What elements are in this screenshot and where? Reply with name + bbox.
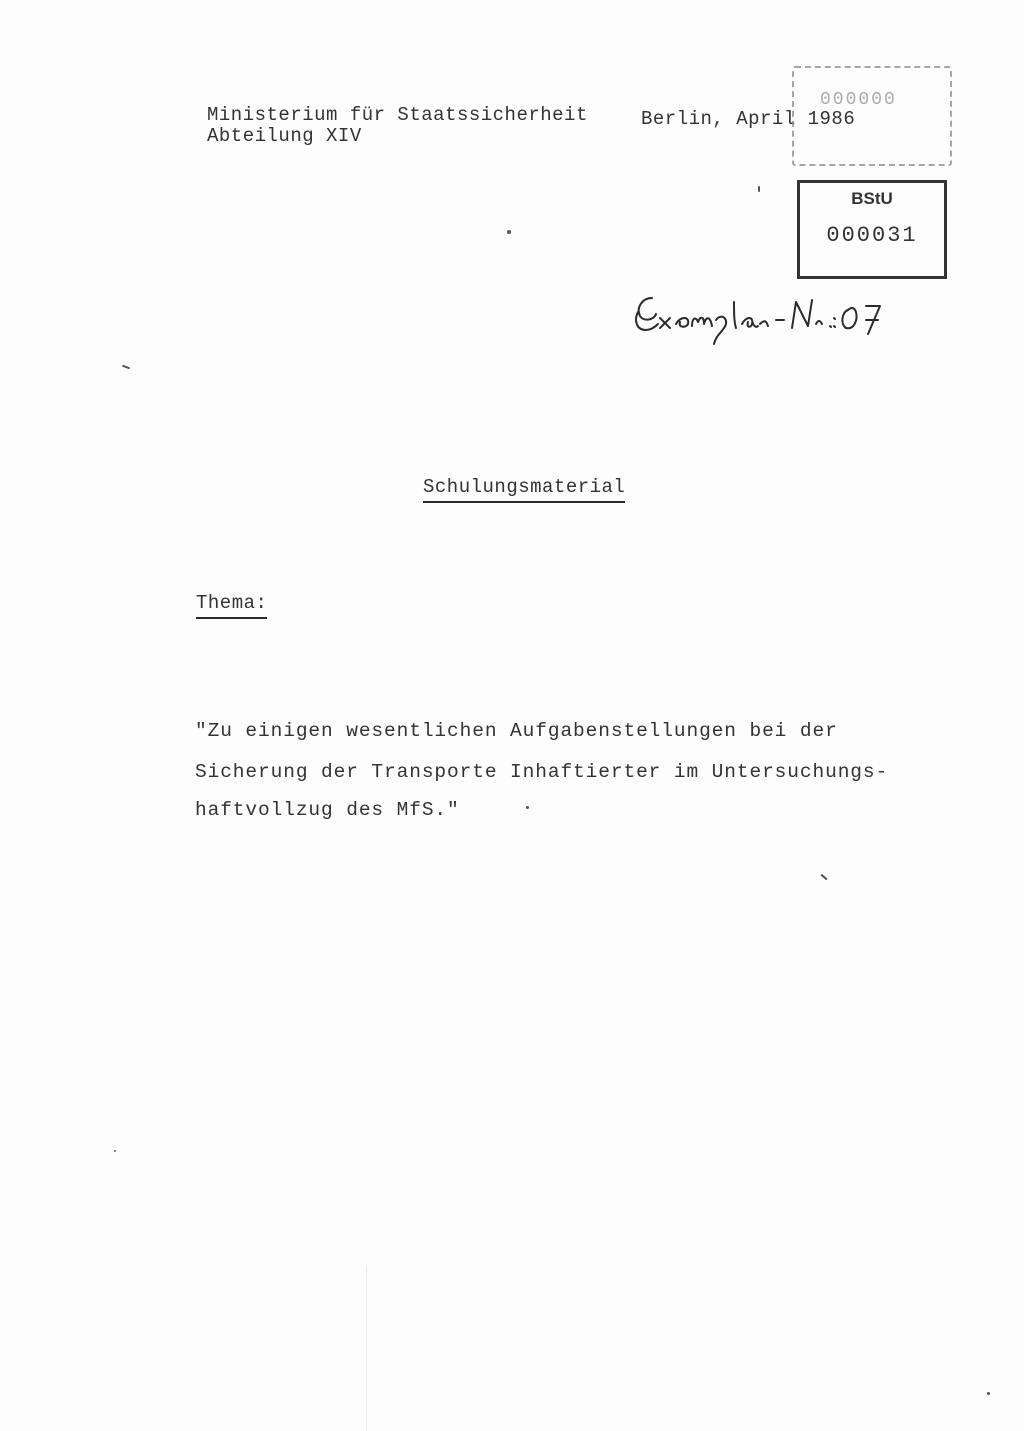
header-organization: Ministerium für Staatssicherheit xyxy=(207,104,588,126)
ink-speck xyxy=(758,186,760,192)
handwritten-copy-number xyxy=(630,290,900,350)
faint-stamp-text: 000000 xyxy=(820,90,897,110)
faint-receipt-stamp xyxy=(792,66,952,166)
thema-label: Thema: xyxy=(196,594,267,619)
header-department: Abteilung XIV xyxy=(207,125,362,147)
thema-text-line-1: "Zu einigen wesentlichen Aufgabenstellungen bei der xyxy=(195,720,838,742)
ink-speck xyxy=(114,1150,116,1152)
ink-speck xyxy=(507,230,511,234)
ink-speck xyxy=(987,1392,990,1395)
page-fold-line xyxy=(366,1265,367,1431)
bstu-stamp-number: 000031 xyxy=(826,223,918,248)
ink-speck xyxy=(820,874,827,881)
ink-speck xyxy=(122,365,130,370)
thema-text-line-2: Sicherung der Transporte Inhaftierter im Untersuchungs- xyxy=(195,761,889,783)
bstu-archive-stamp xyxy=(797,180,947,279)
bstu-stamp-label: BStU xyxy=(851,189,893,208)
document-title: Schulungsmaterial xyxy=(423,478,625,503)
thema-text-line-3: haftvollzug des MfS." xyxy=(195,799,460,821)
header-place-date: Berlin, April 1986 xyxy=(641,108,856,130)
ink-speck xyxy=(526,806,529,809)
